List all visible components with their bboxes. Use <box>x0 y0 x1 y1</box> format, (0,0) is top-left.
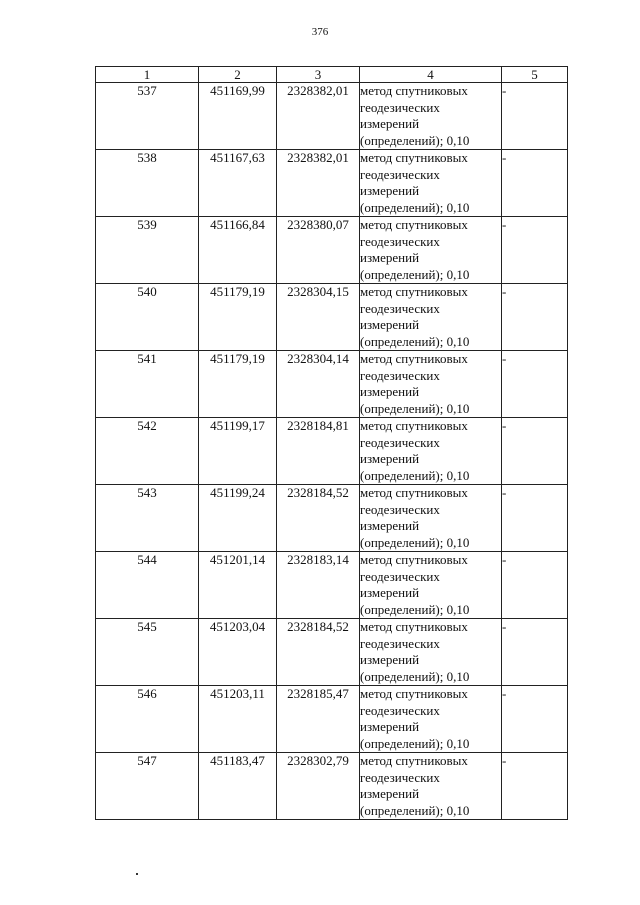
y-coordinate-text: 2328184,52 <box>287 619 349 634</box>
x-coordinate-cell <box>199 217 277 284</box>
x-coordinate-text: 451203,11 <box>210 686 265 701</box>
note-text: - <box>502 284 507 299</box>
x-coordinate-cell <box>199 619 277 686</box>
y-coordinate-cell <box>277 619 360 686</box>
y-coordinate-text: 2328382,01 <box>287 83 349 98</box>
y-coordinate-cell <box>277 753 360 820</box>
point-number-cell <box>96 686 199 753</box>
table-row <box>96 150 568 217</box>
note-text: - <box>502 217 507 232</box>
x-coordinate-cell <box>199 351 277 418</box>
method-text: метод спутниковых геодезических измерений (определений); 0,10 <box>360 552 470 617</box>
y-coordinate-text: 2328380,07 <box>287 217 349 232</box>
y-coordinate-cell <box>277 418 360 485</box>
y-coordinate-text: 2328184,52 <box>287 485 349 500</box>
note-text: - <box>502 619 507 634</box>
point-number-cell <box>96 351 199 418</box>
note-cell <box>502 619 568 686</box>
x-coordinate-text: 451166,84 <box>210 217 265 232</box>
note-cell <box>502 284 568 351</box>
point-number-text: 547 <box>137 753 157 768</box>
method-text: метод спутниковых геодезических измерений (определений); 0,10 <box>360 217 470 282</box>
point-number-text: 542 <box>137 418 157 433</box>
table-body <box>96 83 568 820</box>
method-cell <box>360 150 502 217</box>
method-text: метод спутниковых геодезических измерений (определений); 0,10 <box>360 284 470 349</box>
note-text: - <box>502 351 507 366</box>
y-coordinate-cell <box>277 284 360 351</box>
table-row <box>96 217 568 284</box>
x-coordinate-text: 451183,47 <box>210 753 265 768</box>
page-number: 376 <box>311 26 329 38</box>
method-text: метод спутниковых геодезических измерений (определений); 0,10 <box>360 485 470 550</box>
table-row <box>96 418 568 485</box>
method-cell <box>360 284 502 351</box>
point-number-cell <box>96 217 199 284</box>
y-coordinate-cell <box>277 217 360 284</box>
note-text: - <box>502 485 507 500</box>
point-number-text: 541 <box>137 351 157 366</box>
y-coordinate-text: 2328304,15 <box>287 284 349 299</box>
note-cell <box>502 83 568 150</box>
y-coordinate-cell <box>277 552 360 619</box>
table-row <box>96 619 568 686</box>
x-coordinate-text: 451199,17 <box>210 418 265 433</box>
y-coordinate-text: 2328382,01 <box>287 150 349 165</box>
x-coordinate-cell <box>199 686 277 753</box>
table-row <box>96 686 568 753</box>
method-text: метод спутниковых геодезических измерений (определений); 0,10 <box>360 150 470 215</box>
note-cell <box>502 485 568 552</box>
coordinates-table <box>95 66 568 820</box>
x-coordinate-cell <box>199 753 277 820</box>
column-header-3: 3 <box>277 67 360 83</box>
y-coordinate-text: 2328184,81 <box>287 418 349 433</box>
note-text: - <box>502 686 507 701</box>
x-coordinate-cell <box>199 150 277 217</box>
note-cell <box>502 418 568 485</box>
column-header-5: 5 <box>502 67 568 83</box>
column-header-1: 1 <box>96 67 199 83</box>
point-number-text: 544 <box>137 552 157 567</box>
note-cell <box>502 150 568 217</box>
y-coordinate-cell <box>277 83 360 150</box>
x-coordinate-text: 451201,14 <box>209 552 266 567</box>
note-cell <box>502 217 568 284</box>
table-row <box>96 485 568 552</box>
y-coordinate-cell <box>277 485 360 552</box>
point-number-cell <box>96 150 199 217</box>
x-coordinate-text: 451203,04 <box>209 619 266 634</box>
column-header-4: 4 <box>360 67 502 83</box>
table-row <box>96 351 568 418</box>
point-number-cell <box>96 83 199 150</box>
x-coordinate-cell <box>199 418 277 485</box>
x-coordinate-cell <box>199 284 277 351</box>
y-coordinate-text: 2328304,14 <box>287 351 349 366</box>
method-cell <box>360 418 502 485</box>
y-coordinate-text: 2328302,79 <box>287 753 349 768</box>
point-number-text: 540 <box>137 284 157 299</box>
x-coordinate-text: 451167,63 <box>210 150 265 165</box>
point-number-cell <box>96 284 199 351</box>
x-coordinate-cell <box>199 552 277 619</box>
method-cell <box>360 686 502 753</box>
point-number-cell <box>96 552 199 619</box>
note-text: - <box>502 418 507 433</box>
point-number-cell <box>96 485 199 552</box>
table-row <box>96 552 568 619</box>
point-number-text: 537 <box>137 83 157 98</box>
y-coordinate-cell <box>277 686 360 753</box>
point-number-cell <box>96 753 199 820</box>
stray-mark <box>136 873 138 875</box>
note-text: - <box>502 552 507 567</box>
y-coordinate-text: 2328183,14 <box>287 552 349 567</box>
note-text: - <box>502 150 507 165</box>
point-number-text: 543 <box>137 485 157 500</box>
method-cell <box>360 217 502 284</box>
y-coordinate-cell <box>277 150 360 217</box>
method-cell <box>360 83 502 150</box>
point-number-cell <box>96 619 199 686</box>
table-row <box>96 753 568 820</box>
note-cell <box>502 552 568 619</box>
method-text: метод спутниковых геодезических измерений (определений); 0,10 <box>360 686 470 751</box>
point-number-text: 538 <box>137 150 157 165</box>
method-cell <box>360 485 502 552</box>
note-cell <box>502 686 568 753</box>
method-cell <box>360 753 502 820</box>
method-cell <box>360 552 502 619</box>
method-text: метод спутниковых геодезических измерений (определений); 0,10 <box>360 83 470 148</box>
point-number-text: 546 <box>137 686 157 701</box>
x-coordinate-text: 451179,19 <box>210 351 265 366</box>
x-coordinate-cell <box>199 83 277 150</box>
point-number-cell <box>96 418 199 485</box>
method-cell <box>360 619 502 686</box>
note-text: - <box>502 753 507 768</box>
x-coordinate-cell <box>199 485 277 552</box>
point-number-text: 545 <box>137 619 157 634</box>
note-cell <box>502 753 568 820</box>
column-header-2: 2 <box>199 67 277 83</box>
x-coordinate-text: 451199,24 <box>210 485 265 500</box>
note-text: - <box>502 83 507 98</box>
x-coordinate-text: 451179,19 <box>210 284 265 299</box>
method-cell <box>360 351 502 418</box>
table-header-row <box>96 67 568 83</box>
point-number-text: 539 <box>137 217 157 232</box>
note-cell <box>502 351 568 418</box>
y-coordinate-text: 2328185,47 <box>287 686 349 701</box>
method-text: метод спутниковых геодезических измерений (определений); 0,10 <box>360 619 470 684</box>
method-text: метод спутниковых геодезических измерений (определений); 0,10 <box>360 418 470 483</box>
table-row <box>96 83 568 150</box>
y-coordinate-cell <box>277 351 360 418</box>
table-row <box>96 284 568 351</box>
x-coordinate-text: 451169,99 <box>210 83 265 98</box>
method-text: метод спутниковых геодезических измерений (определений); 0,10 <box>360 351 470 416</box>
method-text: метод спутниковых геодезических измерений (определений); 0,10 <box>360 753 470 818</box>
